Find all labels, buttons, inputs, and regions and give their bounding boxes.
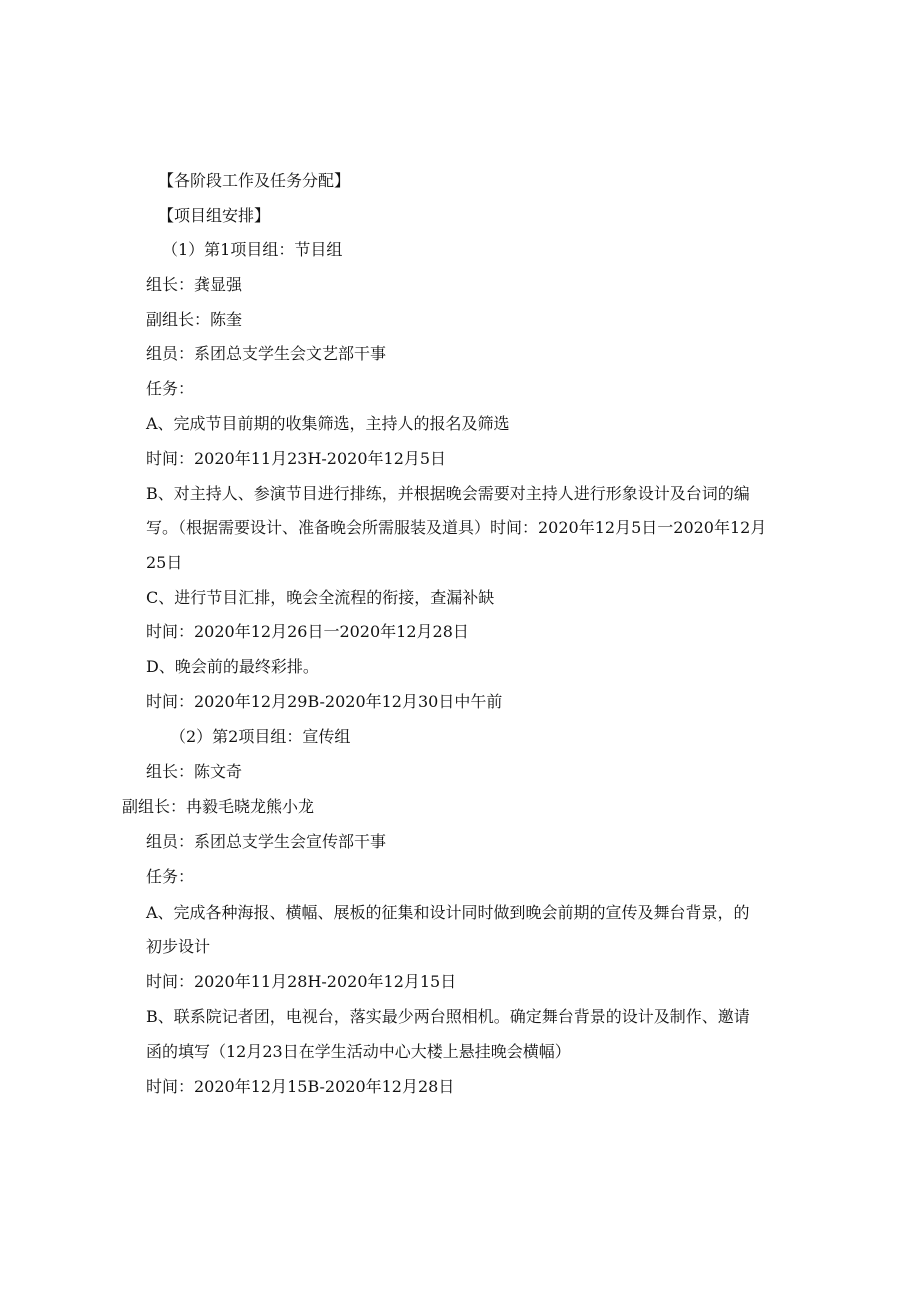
group1-time-c: 时间：2020年12月26日一2020年12月28日	[146, 622, 469, 641]
group2-task-a-line2: 初步设计	[146, 937, 211, 956]
section-heading: 【各阶段工作及任务分配】	[158, 171, 351, 190]
group2-members: 组员：系团总支学生会宣传部干事	[146, 832, 387, 851]
group1-task-b-line3: 25日	[146, 553, 183, 572]
group2-leader: 组长：陈文奇	[146, 762, 243, 781]
group1-task-b-line1: B、对主持人、参演节目进行排练，并根据晚会需要对主持人进行形象设计及台词的编	[146, 484, 750, 503]
group1-deputy: 副组长：陈奎	[146, 310, 243, 329]
group2-task-label: 任务：	[146, 867, 195, 886]
group2-task-a-line1: A、完成各种海报、横幅、展板的征集和设计同时做到晚会前期的宣传及舞台背景，的	[146, 903, 750, 922]
group2-time-a: 时间：2020年11月28H-2020年12月15日	[146, 972, 457, 991]
group1-task-d: D、晚会前的最终彩排。	[146, 657, 319, 676]
group1-task-label: 任务：	[146, 379, 195, 398]
subsection-heading: 【项目组安排】	[158, 206, 271, 225]
group1-leader: 组长：龚显强	[146, 275, 243, 294]
group1-task-a: A、完成节目前期的收集筛选，主持人的报名及筛选	[146, 414, 510, 433]
group2-time-b: 时间：2020年12月15B-2020年12月28日	[146, 1077, 455, 1096]
group2-task-b-line1: B、联系院记者团，电视台，落实最少两台照相机。确定舞台背景的设计及制作、邀请	[146, 1007, 750, 1026]
group1-title: （1）第1项目组：节目组	[162, 240, 343, 259]
group1-time-a: 时间：2020年11月23H-2020年12月5日	[146, 449, 447, 468]
group1-time-d: 时间：2020年12月29B-2020年12月30日中午前	[146, 692, 503, 711]
group1-members: 组员：系团总支学生会文艺部干事	[146, 344, 387, 363]
group2-title: （2）第2项目组：宣传组	[170, 727, 351, 746]
group2-task-b-line2: 函的填写（12月23日在学生活动中心大楼上悬挂晚会横幅）	[146, 1042, 571, 1061]
group1-task-b-line2: 写。（根据需要设计、准备晚会所需服装及道具）时间：2020年12月5日一2020年12月	[146, 518, 767, 537]
group2-deputy: 副组长：冉毅毛晓龙熊小龙	[122, 797, 315, 816]
group1-task-c: C、进行节目汇排，晚会全流程的衔接，查漏补缺	[146, 588, 495, 607]
